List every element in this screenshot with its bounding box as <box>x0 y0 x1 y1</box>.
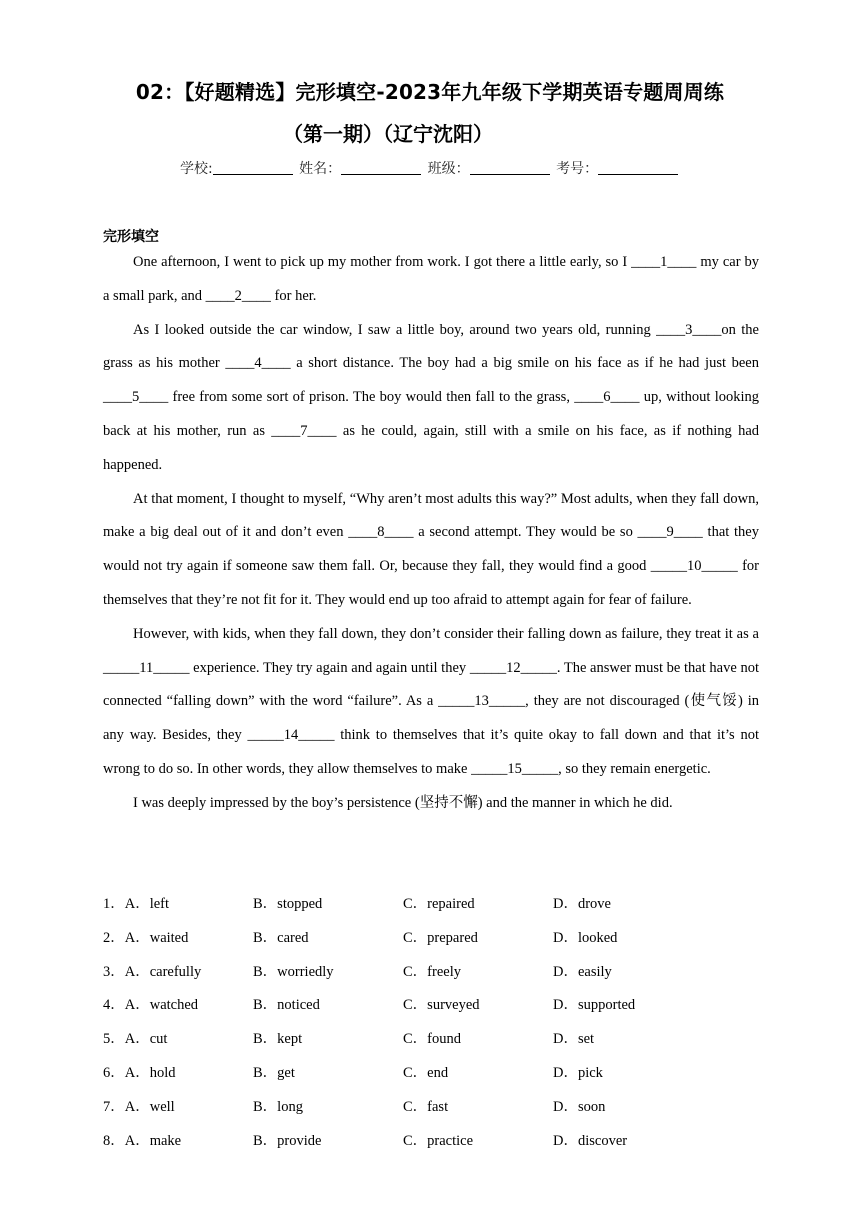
option-c: C．surveyed <box>403 997 480 1014</box>
passage-paragraph: As I looked outside the car window, I saw a little boy, around two years old, running ____3____on the grass as his mother ____4____ a short distance. The boy had a big smile on his face as if he had just been ____5____ free from some sort of prison. The boy would then fall to the grass, ____6____ up, without looking back at his mother, run as ____7____ as he could, again, still with a smile on his face, as if nothing had happened. <box>103 321 759 473</box>
option-a: 4．A．watched <box>103 997 199 1014</box>
cloze-passage <box>103 246 759 821</box>
class-blank <box>470 160 550 175</box>
passage-paragraph: At that moment, I thought to myself, “Why aren’t most adults this way?” Most adults, when they fall down, make a big deal out of it and don’t even ____8____ a second attempt. They would be so ____9____ that they would not try again if someone saw them fall. Or, because they fall, they would find a good _____10_____ for themselves that they’re not fit for it. They would end up too afraid to attempt again for fear of failure. <box>103 490 759 608</box>
option-a: 1．A．left <box>103 896 170 912</box>
question-row <box>103 922 759 956</box>
school-label: 学校: <box>180 161 213 177</box>
question-row <box>103 989 759 1023</box>
option-a: 7．A．well <box>103 1098 175 1115</box>
option-d: D．looked <box>553 929 618 946</box>
name-label: 姓名： <box>299 161 342 177</box>
option-d: D．supported <box>553 997 636 1014</box>
question-row <box>103 1057 759 1091</box>
option-c: C．practice <box>403 1132 474 1149</box>
question-row <box>103 1023 759 1057</box>
name-blank <box>341 160 421 175</box>
page-subtitle: （第一期）（辽宁沈阳） <box>283 122 493 146</box>
question-options <box>103 888 759 1158</box>
option-c: C．fast <box>403 1098 449 1115</box>
option-b: B．kept <box>253 1031 303 1048</box>
option-c: C．end <box>403 1064 449 1081</box>
option-b: B．get <box>253 1064 295 1081</box>
student-info-line <box>180 158 680 178</box>
class-label: 班级： <box>427 161 470 177</box>
option-b: B．long <box>253 1098 303 1115</box>
option-a: 2．A．waited <box>103 929 189 946</box>
school-blank <box>213 160 293 175</box>
page-title: 02：【好题精选】完形填空-2023年九年级下学期英语专题周周练 <box>135 80 725 104</box>
option-c: C．prepared <box>403 929 478 946</box>
option-a: 6．A．hold <box>103 1064 176 1081</box>
option-a: 8．A．make <box>103 1132 182 1149</box>
option-a: 5．A．cut <box>103 1031 168 1048</box>
option-b: B．stopped <box>253 896 323 912</box>
question-row <box>103 1125 759 1159</box>
option-a: 3．A．carefully <box>103 963 202 980</box>
question-row <box>103 956 759 990</box>
option-d: D．set <box>553 1031 595 1048</box>
option-d: D．drove <box>553 896 611 912</box>
option-b: B．noticed <box>253 997 320 1014</box>
passage-paragraph: However, with kids, when they fall down, they don’t consider their falling down as failure, they treat it as a _____11_____ experience. They try again and again until they _____12_____. The answer must be that have not connected “falling down” with the word “failure”. As a _____13_____, they are not discouraged (使气馁) in any way. Besides, they _____14_____ think to themselves that it’s quite okay to fall down and that it’s not wrong to do so. In other words, they allow themselves to make _____15_____, so they remain energetic. <box>103 625 759 777</box>
option-d: D．discover <box>553 1132 628 1149</box>
option-d: D．easily <box>553 963 612 980</box>
exam-number-blank <box>598 160 678 175</box>
option-b: B．cared <box>253 929 309 946</box>
option-d: D．pick <box>553 1064 603 1081</box>
section-title: 完形填空 <box>103 229 159 245</box>
option-d: D．soon <box>553 1098 606 1115</box>
passage-paragraph: One afternoon, I went to pick up my mother from work. I got there a little early, so I ____1____ my car by a small park, and ____2____ for her. <box>103 254 759 304</box>
option-b: B．provide <box>253 1132 322 1149</box>
option-c: C．found <box>403 1031 461 1048</box>
option-c: C．freely <box>403 963 461 980</box>
question-row <box>103 888 759 922</box>
exam-number-label: 考号： <box>556 161 599 177</box>
passage-paragraph: I was deeply impressed by the boy’s persistence (坚持不懈) and the manner in which he did. <box>133 794 673 811</box>
option-c: C．repaired <box>403 896 475 912</box>
option-b: B．worriedly <box>253 963 334 980</box>
question-row <box>103 1091 759 1125</box>
